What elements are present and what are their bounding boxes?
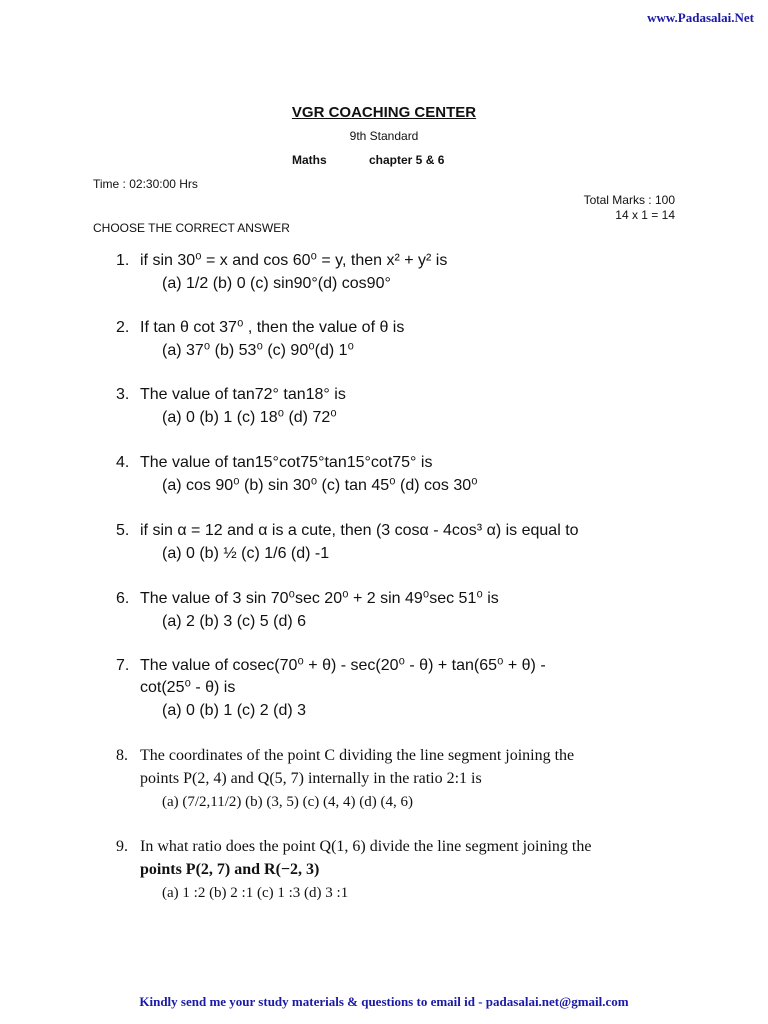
instruction: CHOOSE THE CORRECT ANSWER — [93, 221, 290, 235]
question-options: (a) (7/2,11/2) (b) (3, 5) (c) (4, 4) (d) (4, 6) — [162, 794, 414, 810]
question-text: In what ratio does the point Q(1, 6) divide the line segment joining the — [140, 838, 592, 855]
question-text-line-2: points P(2, 4) and Q(5, 7) internally in the ratio 2:1 is — [140, 770, 482, 787]
total-marks: Total Marks : 100 — [583, 193, 675, 207]
question-number: 6. — [116, 590, 130, 607]
marks-block — [584, 193, 675, 223]
question-options: (a) 1 :2 (b) 2 :1 (c) 1 :3 (d) 3 :1 — [162, 885, 349, 901]
question-number: 2. — [116, 319, 130, 336]
question-text: The value of tan15°cot75°tan15°cot75° is — [140, 454, 433, 471]
question-text: The value of tan72° tan18° is — [140, 386, 346, 403]
question-text: The value of 3 sin 70⁰sec 20⁰ + 2 sin 49⁰sec 51⁰ is — [140, 590, 499, 607]
standard-label: 9th Standard — [349, 129, 419, 143]
chapter-label: chapter 5 & 6 — [369, 153, 445, 167]
question-number: 3. — [116, 386, 130, 403]
question-text: if sin α = 12 and α is a cute, then (3 cosα - 4cos³ α) is equal to — [140, 522, 579, 539]
question-options: (a) 0 (b) 1 (c) 2 (d) 3 — [162, 702, 307, 719]
question-number: 1. — [116, 252, 130, 269]
question-number: 7. — [116, 657, 130, 674]
question-text: The value of cosec(70⁰ + θ) - sec(20⁰ - θ) + tan(65⁰ + θ) - — [140, 657, 546, 674]
question-options: (a) 2 (b) 3 (c) 5 (d) 6 — [162, 613, 307, 630]
question-number: 9. — [116, 838, 128, 855]
question-text: if sin 30⁰ = x and cos 60⁰ = y, then x² + y² is — [140, 252, 448, 269]
question-text: The coordinates of the point C dividing the line segment joining the — [140, 747, 575, 764]
question-number: 8. — [116, 747, 128, 764]
page-title: VGR COACHING CENTER — [291, 104, 477, 121]
question-text: If tan θ cot 37⁰ , then the value of θ is — [140, 319, 405, 336]
marks-scheme: 14 x 1 = 14 — [615, 208, 675, 222]
question-options: (a) 1/2 (b) 0 (c) sin90°(d) cos90° — [162, 275, 391, 292]
question-options: (a) cos 90⁰ (b) sin 30⁰ (c) tan 45⁰ (d) cos 30⁰ — [162, 477, 478, 494]
question-text-line-2: cot(25⁰ - θ) is — [140, 679, 236, 696]
subject-label: Maths — [292, 153, 327, 167]
time-label: Time : 02:30:00 Hrs — [93, 177, 198, 191]
question-options: (a) 37⁰ (b) 53⁰ (c) 90⁰(d) 1⁰ — [162, 342, 354, 359]
footer-note: Kindly send me your study materials & questions to email id - padasalai.net@gmail.com — [139, 994, 629, 1009]
question-options: (a) 0 (b) ½ (c) 1/6 (d) -1 — [162, 545, 330, 562]
site-url[interactable]: www.Padasalai.Net — [647, 10, 754, 25]
question-text-line-2: points P(2, 7) and R(−2, 3) — [140, 861, 320, 878]
question-number: 4. — [116, 454, 130, 471]
question-options: (a) 0 (b) 1 (c) 18⁰ (d) 72⁰ — [162, 409, 337, 426]
question-number: 5. — [116, 522, 130, 539]
